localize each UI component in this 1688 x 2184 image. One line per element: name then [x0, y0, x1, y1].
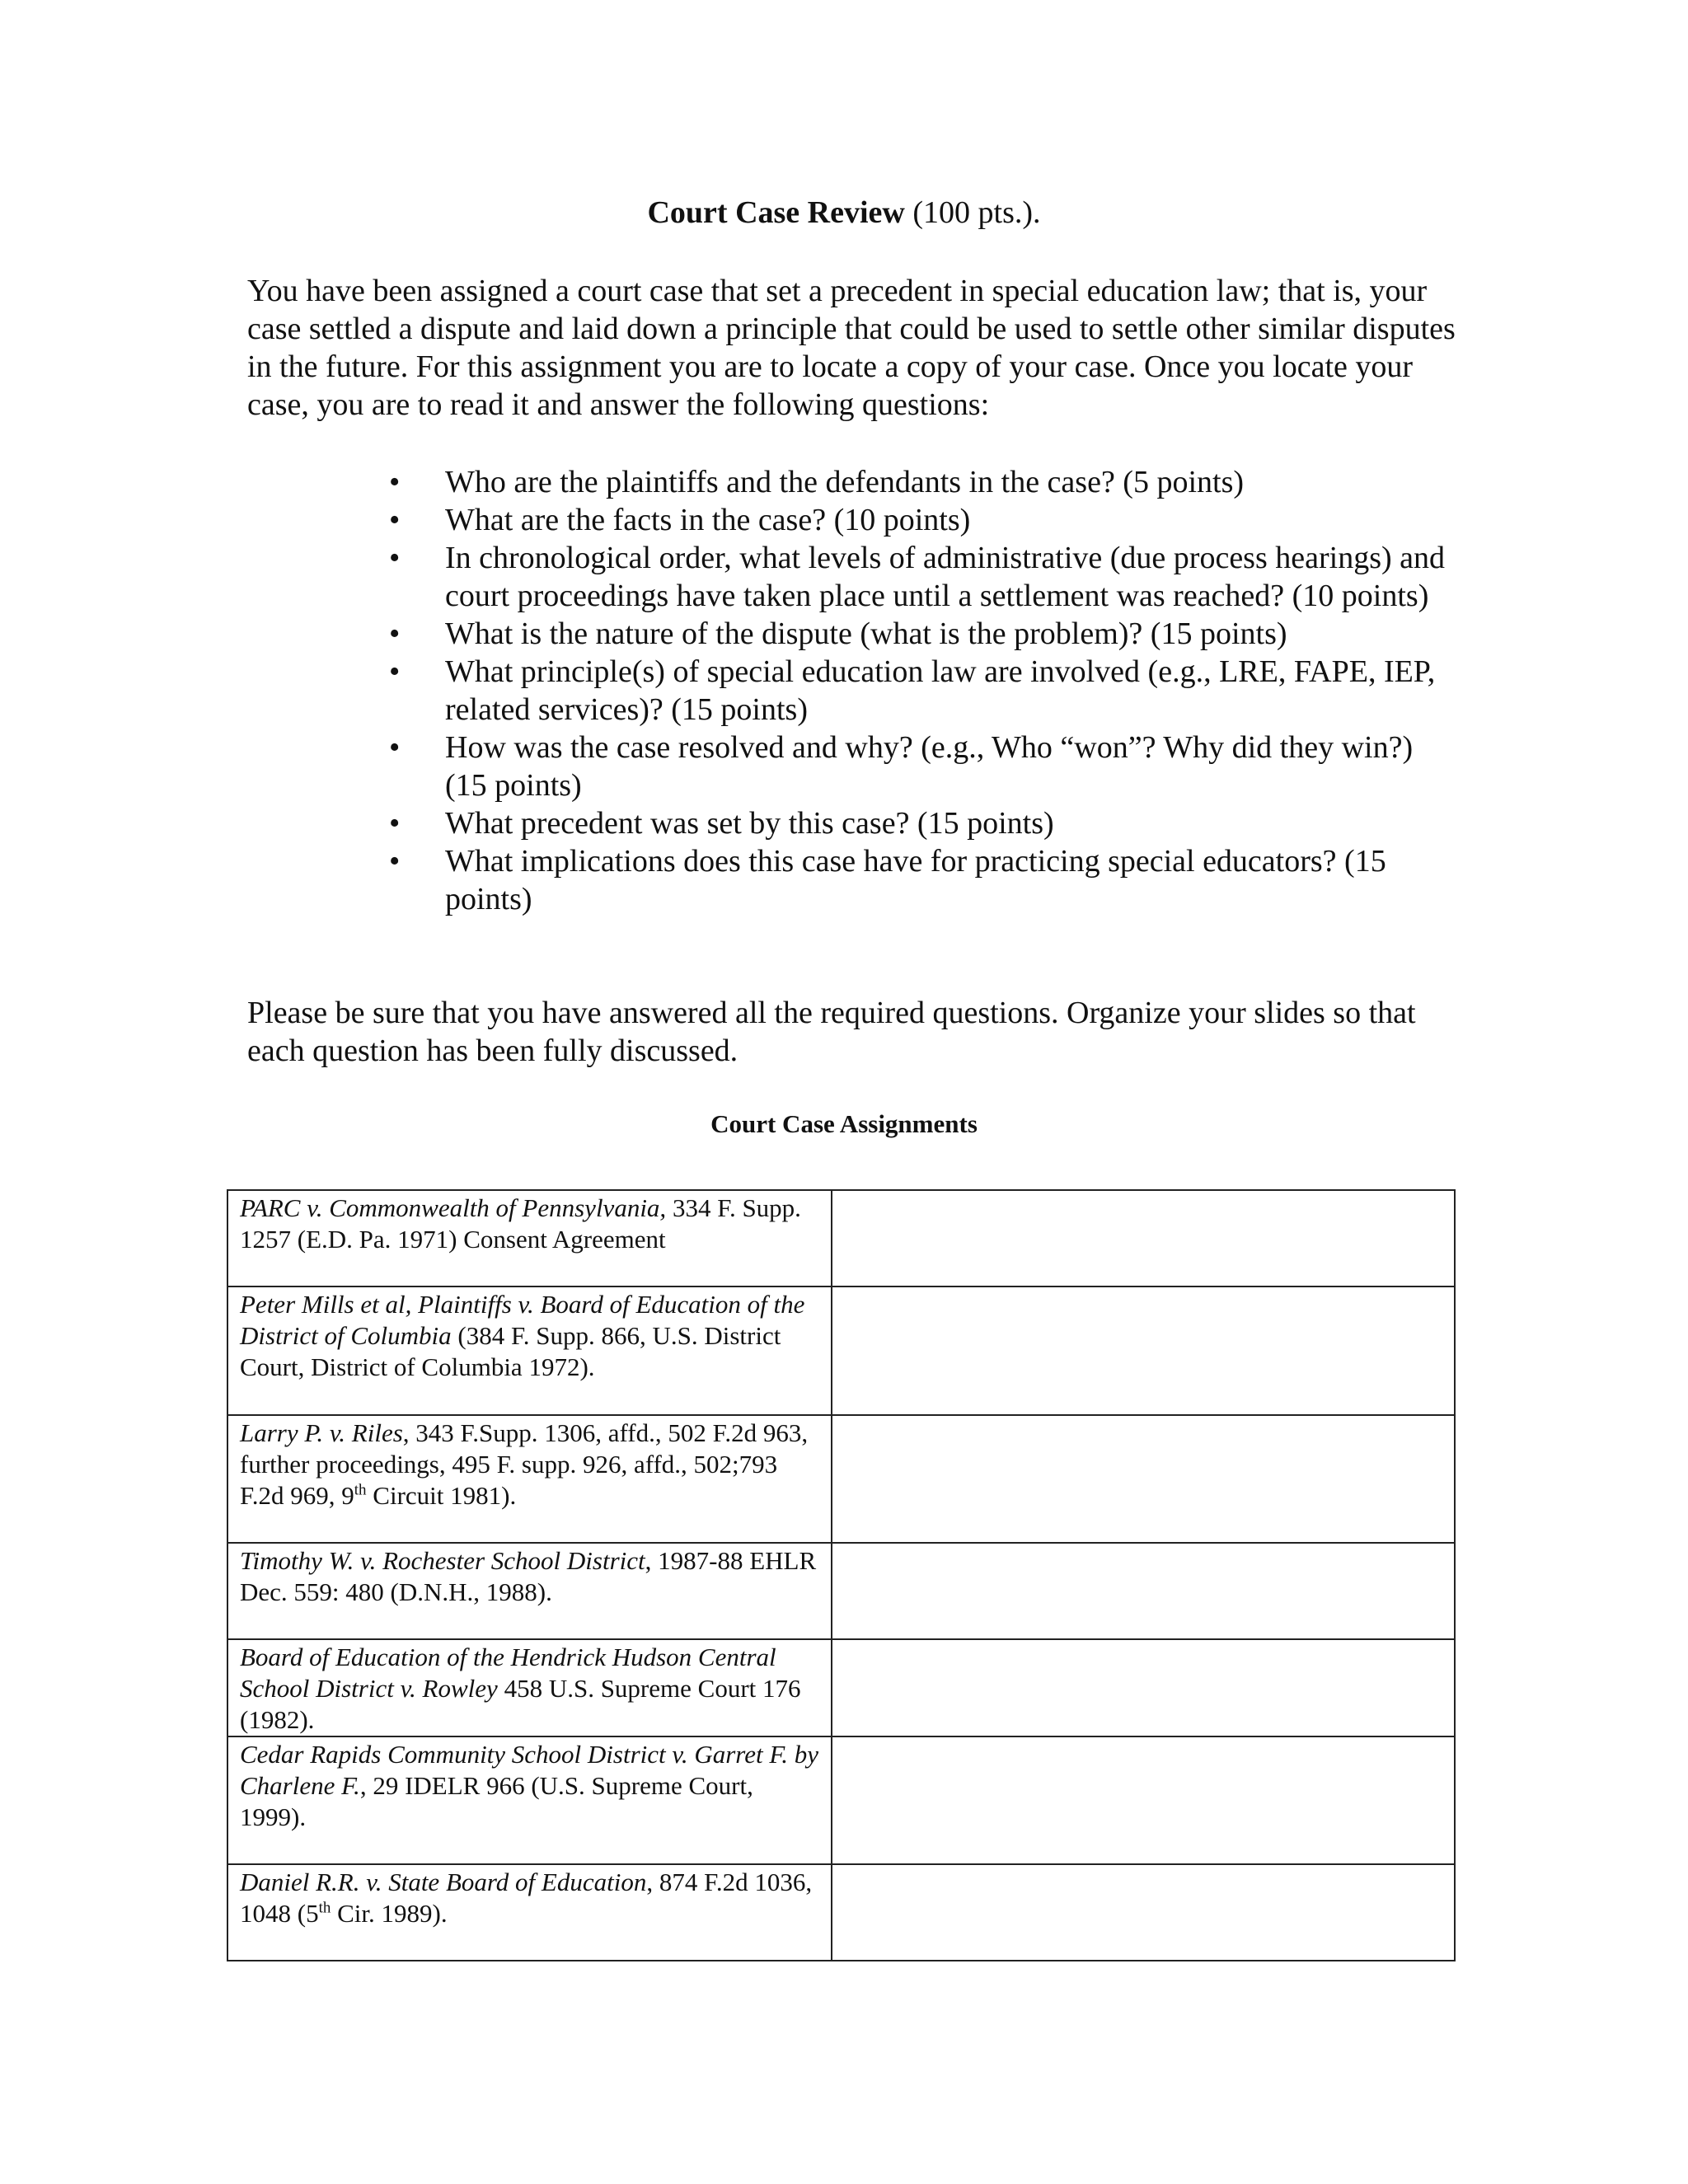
case-name: Larry P. v. Riles [240, 1418, 403, 1447]
question-text: What implications does this case have for practicing special educators? (15 points) [445, 844, 1386, 916]
question-list [0, 463, 1459, 918]
bullet-icon: • [389, 616, 401, 651]
question-item [0, 539, 1459, 615]
case-name: PARC v. Commonwealth of Pennsylvania, [240, 1193, 667, 1222]
case-citation: , 343 F.Supp. 1306, affd., 502 F.2d 963, further proceedings, 495 F. supp. 926, affd., 502;793 F.2d 969, 9 [240, 1418, 809, 1510]
ordinal-suffix: th [354, 1481, 367, 1499]
case-citation-cell [227, 1190, 832, 1286]
case-citation-end: Cir. 1989). [331, 1899, 448, 1928]
ordinal-suffix: th [318, 1899, 331, 1917]
table-row [227, 1190, 1455, 1286]
question-text: What principle(s) of special education law are involved (e.g., LRE, FAPE, IEP, related services)? (15 points) [445, 654, 1436, 727]
bullet-icon: • [389, 844, 401, 879]
case-citation: , 29 IDELR 966 (U.S. Supreme Court, 1999). [240, 1771, 753, 1831]
case-citation-cell [227, 1639, 832, 1736]
case-citation-cell [227, 1736, 832, 1864]
case-name: Peter Mills et al, Plaintiffs v. Board of Education of the District of Columbia [240, 1290, 805, 1350]
question-item [0, 842, 1459, 918]
assignment-cell [832, 1543, 1455, 1639]
question-text: What precedent was set by this case? (15 points) [445, 806, 1054, 841]
case-name: Cedar Rapids Community School District v. Garret F. by Charlene F. [240, 1740, 819, 1800]
case-name: Daniel R.R. v. State Board of Education [240, 1868, 647, 1896]
assignment-cell [832, 1639, 1455, 1736]
bullet-icon: • [389, 503, 401, 537]
assignment-cell [832, 1286, 1455, 1415]
bullet-icon: • [389, 654, 401, 689]
intro-paragraph: You have been assigned a court case that set a precedent in special education law; that is, your case settled a dispute and laid down a principle that could be used to settle other similar disputes in the future. For this assignment you are to locate a copy of your case. Once you locate your case, you are to read it and answer the following questions: [247, 274, 1456, 422]
question-item [0, 804, 1459, 842]
assignment-cell [832, 1736, 1455, 1864]
title-bold: Court Case Review [647, 195, 905, 230]
bullet-icon: • [389, 806, 401, 841]
question-text: What is the nature of the dispute (what is the problem)? (15 points) [445, 616, 1287, 651]
case-citation-cell [227, 1864, 832, 1961]
table-title: Court Case Assignments [710, 1109, 978, 1138]
table-row [227, 1286, 1455, 1415]
question-text: What are the facts in the case? (10 points) [445, 503, 971, 537]
table-row [227, 1736, 1455, 1864]
case-citation-cell [227, 1415, 832, 1543]
question-text: How was the case resolved and why? (e.g., Who “won”? Why did they win?) (15 points) [445, 730, 1414, 803]
question-item [0, 653, 1459, 729]
case-citation: 334 F. Supp. 1257 (E.D. Pa. 1971) Consent Agreement [240, 1193, 801, 1254]
bullet-icon: • [389, 730, 401, 765]
case-name: Board of Education of the Hendrick Hudson Central School District v. Rowley [240, 1643, 776, 1703]
table-row [227, 1543, 1455, 1639]
question-text: Who are the plaintiffs and the defendants in the case? (5 points) [445, 465, 1245, 499]
case-name: Timothy W. v. Rochester School District [240, 1546, 645, 1575]
case-assignments-table [227, 1189, 1456, 1961]
case-citation-cell [227, 1286, 832, 1415]
case-citation-end: Circuit 1981). [366, 1481, 517, 1510]
page-title [0, 194, 1688, 232]
assignment-cell [832, 1190, 1455, 1286]
table-row [227, 1864, 1455, 1961]
table-row [227, 1415, 1455, 1543]
question-text: In chronological order, what levels of administrative (due process hearings) and court proceedings have taken place until a settlement was reached? (10 points) [445, 541, 1446, 613]
case-citation: , 874 F.2d 1036, 1048 (5 [240, 1868, 813, 1928]
case-citation: , 1987-88 EHLR Dec. 559: 480 (D.N.H., 1988). [240, 1546, 817, 1606]
question-item [0, 501, 1459, 539]
question-item [0, 615, 1459, 653]
table-row [227, 1639, 1455, 1736]
case-citation: 458 U.S. Supreme Court 176 (1982). [240, 1674, 801, 1734]
question-item [0, 463, 1459, 501]
bullet-icon: • [389, 541, 401, 575]
bullet-icon: • [389, 465, 401, 499]
case-citation: (384 F. Supp. 866, U.S. District Court, District of Columbia 1972). [240, 1321, 781, 1381]
closing-paragraph: Please be sure that you have answered all the required questions. Organize your slides so that each question has been fully discussed. [247, 996, 1416, 1068]
question-item [0, 729, 1459, 804]
case-citation-cell [227, 1543, 832, 1639]
title-points: (100 pts.). [904, 195, 1041, 230]
assignment-cell [832, 1415, 1455, 1543]
assignment-cell [832, 1864, 1455, 1961]
